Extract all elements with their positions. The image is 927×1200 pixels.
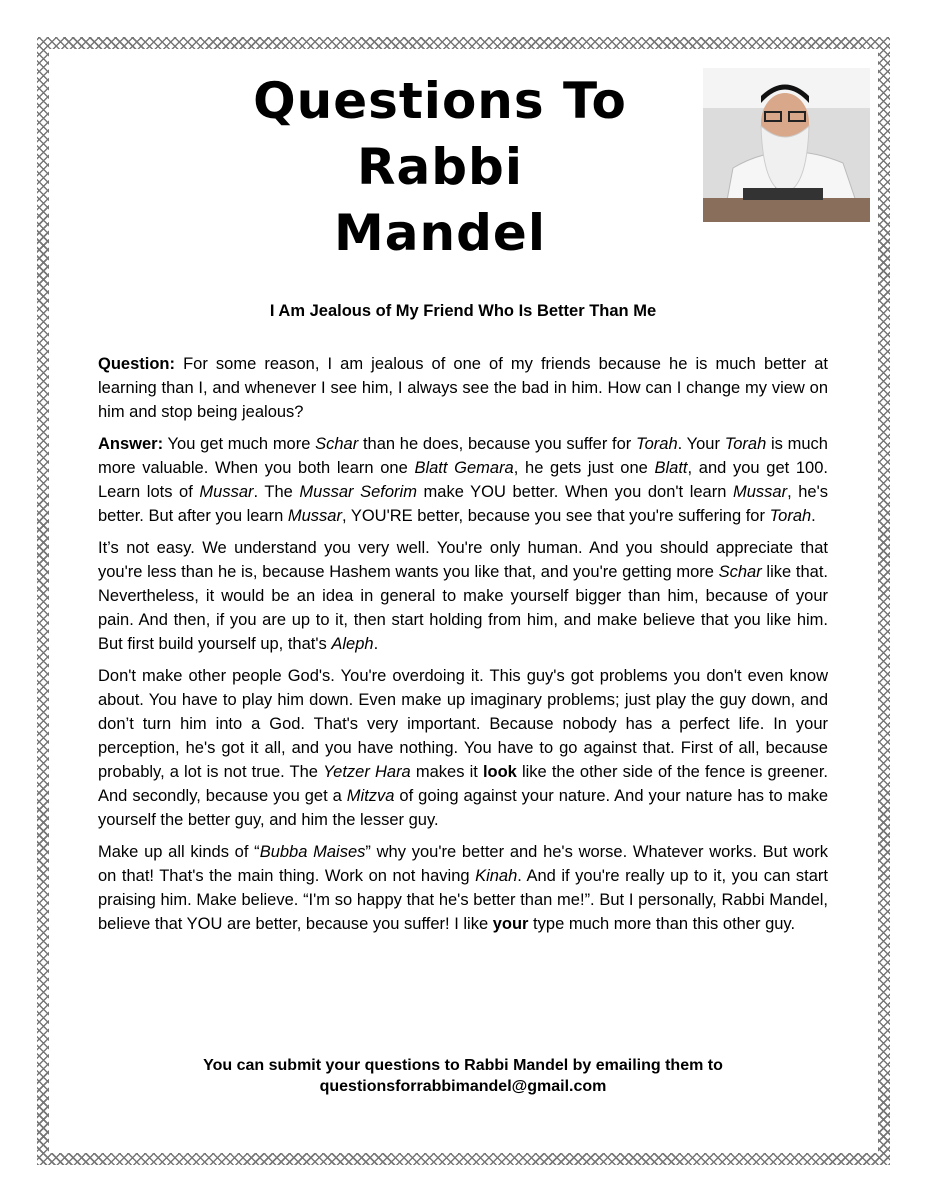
question-paragraph (98, 352, 828, 424)
text-segment: Mussar (199, 483, 254, 501)
submission-text: You can submit your questions to Rabbi Mandel by emailing them to (203, 1057, 723, 1074)
text-segment: , YOU'RE better, because you see that you're suffering for (341, 507, 770, 525)
text-segment: . (811, 507, 816, 525)
text-segment: than he does, because you suffer for (358, 435, 637, 453)
answer-label: Answer: (98, 435, 164, 453)
submission-note (98, 1055, 828, 1097)
text-segment: Torah (636, 435, 678, 453)
text-segment: is much more valuable. When you both learn one (98, 435, 828, 477)
question-label: Question: (98, 355, 175, 373)
paragraph-3 (98, 664, 828, 832)
paragraph-2 (98, 536, 828, 656)
article-title: I Am Jealous of My Friend Who Is Better Than Me (269, 302, 657, 320)
text-segment: . (373, 635, 379, 653)
text-segment: . The (253, 483, 300, 501)
text-segment: ” why you're better and he's worse. Whatever works. But work on that! That's the main thing. Work on not having (98, 843, 829, 885)
text-segment: make YOU better. When you don't learn (416, 483, 733, 501)
article-body (98, 352, 828, 944)
text-segment: Don't make other people God's. You're overdoing it. This guy's got problems you don't even know about. You have to play him down. Even make up imaginary problems; just play the guy down, and don’t turn him into a God. That's very important. Because nobody has a perfect life. In your perception, he's got it all, and you have nothing. You have to go against that. First of all, because probably, a lot is not true. The (98, 667, 828, 781)
text-segment: . Your (677, 435, 725, 453)
text-segment: type much more than this other guy. (528, 915, 796, 933)
question-text: For some reason, I am jealous of one of my friends because he is much better at learning than I, and whenever I see him, I always see the bad in him. How can I change my view on him and stop being jealous? (98, 355, 828, 421)
text-segment: makes it (410, 763, 483, 781)
text-segment: Bubba Maises (259, 843, 366, 861)
text-segment: Schar (718, 563, 762, 581)
text-segment: Yetzer Hara (323, 763, 411, 781)
email-link[interactable]: questionsforrabbimandel@gmail.com (319, 1078, 607, 1095)
text-segment: , and you get 100. Learn lots of (98, 459, 828, 501)
text-segment: It’s not easy. We understand you very well. You're only human. And you should appreciate that you're less than he is, because Hashem wants you like that, and you're getting more (98, 539, 828, 581)
text-segment: of going against your nature. And your nature has to make yourself the better guy, and him the lesser guy. (98, 787, 828, 829)
answer-paragraph (98, 432, 828, 528)
text-segment: Blatt Gemara (414, 459, 514, 477)
text-segment: Aleph (331, 635, 374, 653)
text-segment: . And if you're really up to it, you can start praising him. Make believe. “I'm so happy that he's better than me!”. But I personally, Rabbi Mandel, believe that YOU are better, because you suffer! I like (98, 867, 828, 933)
text-segment: Torah (769, 507, 812, 525)
text-segment: like the other side of the fence is greener. And secondly, because you get a (98, 763, 828, 805)
text-segment: Blatt (654, 459, 688, 477)
text-segment: Mitzva (346, 787, 395, 805)
text-segment: your (492, 915, 529, 933)
text-segment: Torah (724, 435, 767, 453)
text-segment: , he's better. But after you learn (98, 483, 829, 525)
title-line: Rabbi (357, 138, 523, 196)
page-title (200, 68, 680, 266)
title-line: Mandel (334, 204, 546, 262)
text-segment: Mussar (732, 483, 788, 501)
text-segment: , he gets just one (513, 459, 655, 477)
text-segment: Schar (315, 435, 359, 453)
paragraph-4 (98, 840, 828, 936)
text-segment: Mussar Seforim (299, 483, 417, 501)
text-segment: Make up all kinds of “ (98, 843, 260, 861)
title-line: Questions To (253, 72, 627, 130)
text-segment: Mussar (287, 507, 342, 525)
text-segment: like that. Nevertheless, it would be an idea in general to make yourself bigger than him, because of your pain. And then, if you are up to it, then start holding from him, and make believe that you like him. But first build yourself up, that's (98, 563, 828, 653)
rabbi-photo (703, 68, 870, 222)
text-segment: Kinah (475, 867, 518, 885)
text-segment: look (482, 763, 517, 781)
text-segment: You get much more (163, 435, 316, 453)
